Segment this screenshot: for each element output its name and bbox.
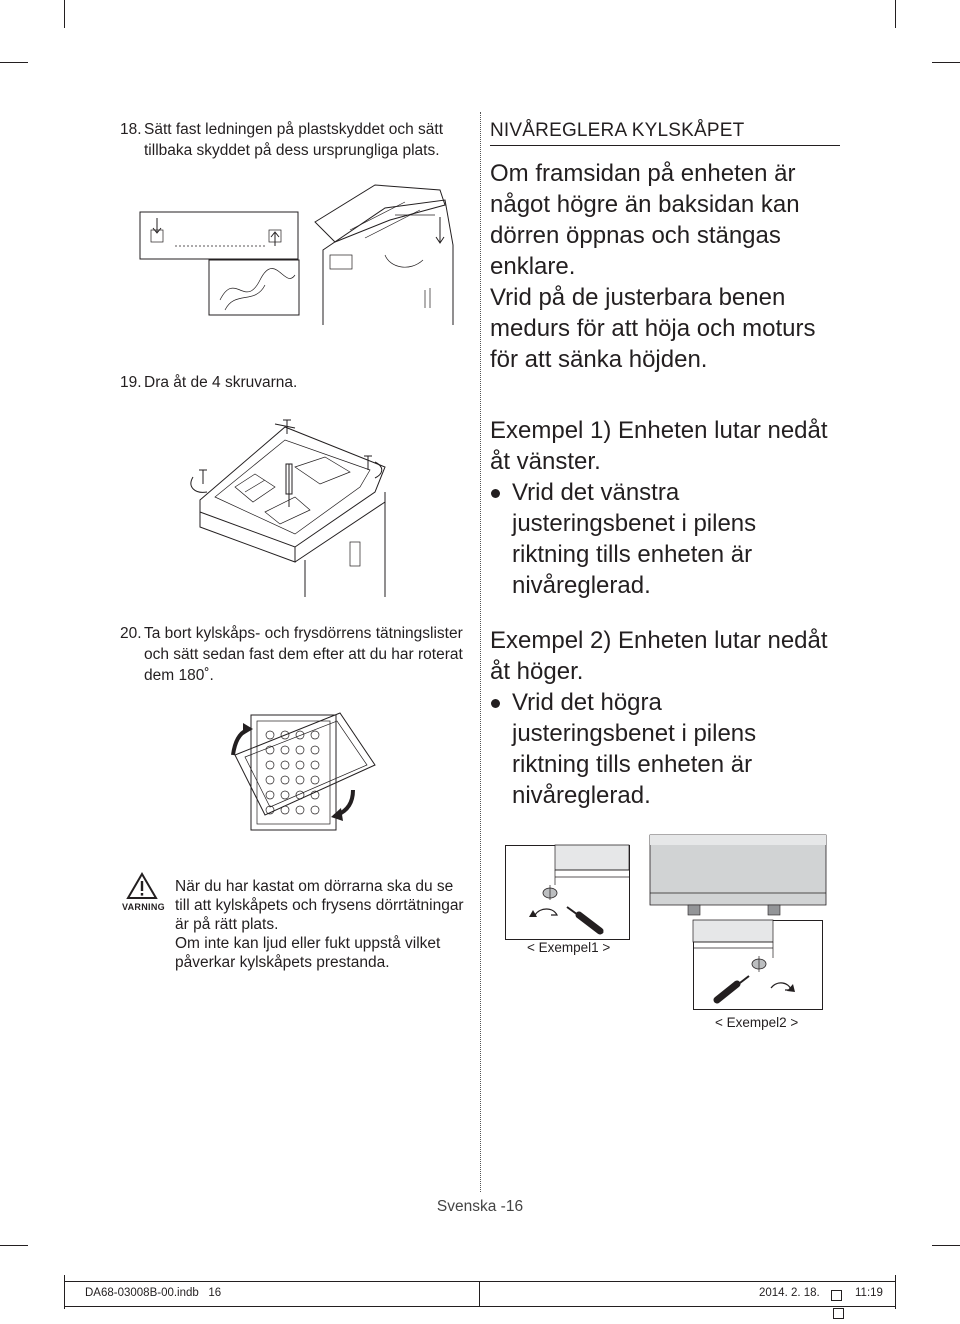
text-line: till att kylskåpets och frysens dörrtätningar	[175, 897, 464, 914]
step-number: 20.	[120, 625, 142, 642]
text-line: något högre än baksidan kan	[490, 191, 800, 218]
screws-illustration	[185, 412, 400, 597]
step-text: dem 180˚.	[144, 667, 214, 684]
step-text: Sätt fast ledningen på plastskyddet och sätt	[144, 121, 443, 138]
crop-mark	[932, 1245, 960, 1246]
section-heading: NIVÅREGLERA KYLSKÅPET	[490, 120, 840, 146]
example1-illustration	[505, 845, 630, 940]
step-number: 19.	[120, 374, 142, 391]
text-line: riktning tills enheten är	[512, 751, 753, 778]
crop-mark	[895, 0, 896, 28]
example-title: åt höger.	[490, 658, 584, 685]
example-1	[490, 415, 870, 601]
crop-mark	[895, 1275, 896, 1309]
crop-mark	[932, 62, 960, 63]
example2-illustration	[648, 833, 828, 918]
step-18	[120, 119, 460, 161]
intro-paragraph	[490, 158, 870, 375]
text-line: Om framsidan på enheten är	[490, 160, 796, 187]
text-line: dörren öppnas och stängas	[490, 222, 781, 249]
text-line: medurs för att höja och moturs	[490, 315, 816, 342]
bullet-item	[490, 477, 870, 601]
text-line: Om inte kan ljud eller fukt uppstå vilket	[175, 935, 441, 952]
example2-caption: < Exempel2 >	[715, 1015, 799, 1030]
text-line: justeringsbenet i pilens	[512, 510, 757, 537]
step-text: och sätt sedan fast dem efter att du har roterat	[144, 646, 463, 663]
page-footer: Svenska -16	[436, 1198, 524, 1215]
text-line: påverkar kylskåpets prestanda.	[175, 954, 390, 971]
example1-caption: < Exempel1 >	[527, 940, 611, 955]
step-text: Dra åt de 4 skruvarna.	[144, 374, 298, 391]
text-line: nivåreglerad.	[512, 572, 651, 599]
text-line: är på rätt plats.	[175, 916, 279, 933]
text-line: När du har kastat om dörrarna ska du se	[175, 878, 454, 895]
warning-icon	[126, 872, 158, 900]
example-2	[490, 625, 870, 811]
text-line: Vrid det högra	[512, 689, 662, 716]
text-line: nivåreglerad.	[512, 782, 651, 809]
crop-mark	[0, 62, 28, 63]
slug-time: 11:19	[855, 1287, 883, 1299]
step-text: Ta bort kylskåps- och frysdörrens tätningslister	[144, 625, 463, 642]
step-20	[120, 623, 470, 686]
gasket-illustration	[225, 705, 385, 835]
text-line: Vrid på de justerbara benen	[490, 284, 786, 311]
slug-file: DA68-03008B-00.indb 16	[85, 1287, 222, 1299]
text-line: enklare.	[490, 253, 576, 280]
text-line: justeringsbenet i pilens	[512, 720, 757, 747]
crop-mark	[0, 1245, 28, 1246]
example-title: åt vänster.	[490, 448, 601, 475]
crop-mark	[64, 0, 65, 28]
slug-date: 2014. 2. 18.	[759, 1287, 820, 1299]
example2-detail-illustration	[693, 920, 823, 1010]
warning-text	[175, 877, 475, 972]
example-title: Exempel 1) Enheten lutar nedåt	[490, 417, 828, 444]
bullet-item	[490, 687, 870, 811]
slug-divider	[479, 1281, 480, 1307]
step-19	[120, 372, 460, 393]
example-title: Exempel 2) Enheten lutar nedåt	[490, 627, 828, 654]
column-divider	[480, 112, 481, 1192]
step-number: 18.	[120, 121, 142, 138]
warning-label: VARNING	[122, 902, 165, 912]
cover-illustration	[135, 180, 465, 325]
text-line: riktning tills enheten är	[512, 541, 753, 568]
clock-icon	[831, 1288, 853, 1299]
text-line: Vrid det vänstra	[512, 479, 680, 506]
step-text: tillbaka skyddet på dess ursprungliga plats.	[144, 142, 440, 159]
text-line: för att sänka höjden.	[490, 346, 708, 373]
